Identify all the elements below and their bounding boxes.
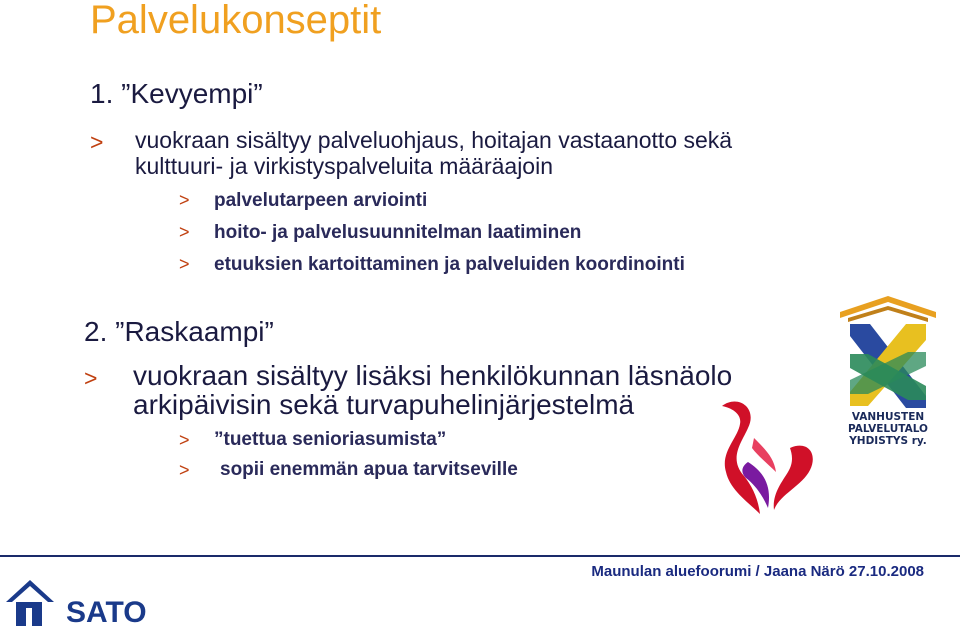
sato-logo — [2, 572, 162, 632]
section1-bullet-marker: > — [90, 129, 104, 155]
section1-bullet-line2: kulttuuri- ja virkistyspalveluita määräajoin — [135, 153, 553, 179]
section2-sub-marker: > — [179, 460, 190, 480]
section2-bullet-marker: > — [84, 365, 98, 391]
section2-bullet-line2: arkipäivisin sekä turvapuhelinjärjestelmä — [133, 389, 635, 420]
section2-sub-item: sopii enemmän apua tarvitseville — [220, 459, 518, 480]
section2-heading: 2. ”Raskaampi” — [84, 316, 274, 347]
footer-divider — [0, 555, 960, 557]
svg-text:YHDISTYS ry.: YHDISTYS ry. — [849, 435, 927, 447]
section1-sub-item: palvelutarpeen arviointi — [214, 190, 428, 211]
section1-sub-item: etuuksien kartoittaminen ja palveluiden koordinointi — [214, 254, 685, 275]
section1-heading: 1. ”Kevyempi” — [90, 78, 263, 109]
section1-sub-marker: > — [179, 254, 190, 274]
svg-text:PALVELUTALO: PALVELUTALO — [848, 423, 928, 435]
section1-sub-item: hoito- ja palvelusuunnitelman laatiminen — [214, 222, 582, 243]
section2-bullet-line1: vuokraan sisältyy lisäksi henkilökunnan läsnäolo — [133, 360, 733, 391]
svg-text:SATO: SATO — [66, 596, 147, 629]
section1-sub-marker: > — [179, 222, 190, 242]
slide-title: Palvelukonseptit — [90, 0, 382, 42]
section2-sub-item: ”tuettua senioriasumista” — [214, 429, 447, 450]
section1-sub-marker: > — [179, 190, 190, 210]
section2-sub-marker: > — [179, 430, 190, 450]
vanhusten-palvelutalo-logo — [838, 296, 938, 450]
footer-text: Maunulan aluefoorumi / Jaana Närö 27.10.2008 — [591, 563, 924, 580]
svg-text:VANHUSTEN: VANHUSTEN — [851, 411, 925, 423]
section1-bullet-line1: vuokraan sisältyy palveluohjaus, hoitajan vastaanotto sekä — [135, 127, 733, 153]
heart-ribbon-logo — [718, 398, 818, 520]
